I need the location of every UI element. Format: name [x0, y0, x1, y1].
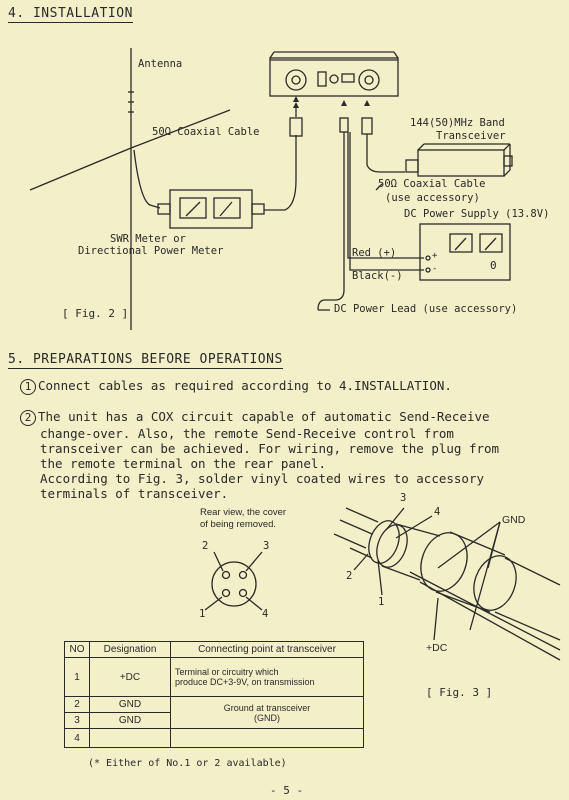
table-note: (* Either of No.1 or 2 available) — [88, 758, 287, 769]
rear-pin-2: 2 — [202, 540, 209, 552]
fig2-psu-display: 0 — [490, 259, 497, 272]
fig2-coax-label: 50Ω Coaxial Cable — [152, 126, 260, 138]
rear-view-label-1: Rear view, the cover — [200, 507, 287, 518]
table-row — [65, 729, 364, 748]
table-cell-point — [171, 697, 364, 729]
fig2-swr-label: SWR Meter or — [110, 233, 186, 245]
table-cell-no: 4 — [65, 729, 90, 748]
fig2-psu-plus: + — [432, 251, 438, 261]
rear-pin-3: 3 — [263, 540, 270, 552]
table-row — [65, 658, 364, 697]
item-2-line: terminals of transceiver. — [40, 485, 229, 501]
item-2 — [20, 409, 499, 501]
fig2-black-label: Black(-) — [352, 270, 403, 282]
table-cell-point-line: Ground at transceiver — [223, 702, 311, 713]
table-header-row — [65, 642, 364, 658]
fig3-pin-2: 2 — [346, 570, 353, 582]
table-cell-point — [171, 658, 364, 697]
item-2-number: 2 — [20, 410, 36, 426]
table-cell-point-line: Terminal or circuitry which — [175, 667, 279, 677]
table-cell-no: 1 — [65, 658, 90, 697]
item-2-line: The unit has a COX circuit capable of automatic Send-Receive — [38, 409, 490, 424]
rear-pin-1: 1 — [199, 608, 206, 620]
table-cell-point — [171, 729, 364, 748]
item-2-line: According to Fig. 3, solder vinyl coated wires to accessory — [40, 470, 485, 486]
page-number: - 5 - — [270, 784, 304, 797]
fig2-transceiver-label-1: 144(50)MHz Band — [410, 117, 505, 129]
table-cell-point-line: produce DC+3-9V, on transmission — [175, 677, 315, 687]
fig3-dc-label: +DC — [426, 642, 448, 654]
table-header: Designation — [90, 642, 171, 658]
item-2-line: the remote terminal on the rear panel. — [40, 455, 326, 471]
rear-view-label-2: of being removed. — [200, 519, 277, 530]
fig2-caption: [ Fig. 2 ] — [62, 307, 129, 320]
table-row — [65, 697, 364, 713]
fig2-transceiver-label-2: Transceiver — [436, 130, 506, 142]
rear-pin-4: 4 — [262, 608, 269, 620]
fig2-coax-accessory-label-1: 50Ω Coaxial Cable — [378, 178, 486, 190]
item-1-text: Connect cables as required according to 4.INSTALLATION. — [38, 378, 452, 393]
table-header: Connecting point at transceiver — [171, 642, 364, 658]
item-2-line: transceiver can be achieved. For wiring, remove the plug from — [40, 440, 500, 456]
fig2-directional-label: Directional Power Meter — [78, 245, 224, 257]
fig2-dc-lead-label: DC Power Lead (use accessory) — [334, 303, 518, 315]
table-cell-designation: GND — [90, 697, 171, 713]
item-1 — [20, 378, 452, 395]
section-4-title: 4. INSTALLATION — [8, 6, 133, 21]
section-5-title: 5. PREPARATIONS BEFORE OPERATIONS — [8, 352, 283, 367]
table-cell-no: 3 — [65, 713, 90, 729]
fig3-pin-4: 4 — [434, 506, 441, 518]
fig2-coax-accessory-label-2: (use accessory) — [385, 192, 480, 204]
item-2-line: change-over. Also, the remote Send-Receive control from — [40, 425, 454, 441]
pin-table — [64, 641, 364, 748]
table-cell-point-line: (GND) — [254, 712, 280, 723]
fig2-psu-minus: - — [432, 264, 438, 274]
table-header: NO — [65, 642, 90, 658]
fig3-pin-3: 3 — [400, 492, 407, 504]
table-cell-no: 2 — [65, 697, 90, 713]
fig2-antenna-label: Antenna — [138, 58, 183, 70]
table-cell-designation: GND — [90, 713, 171, 729]
fig3-gnd-label: GND — [502, 514, 526, 526]
fig3-pin-1: 1 — [378, 596, 385, 608]
table-cell-designation — [90, 729, 171, 748]
table-cell-designation: +DC — [90, 658, 171, 697]
item-1-number: 1 — [20, 379, 36, 395]
fig2-diagram — [0, 0, 569, 340]
fig3-caption: [ Fig. 3 ] — [426, 686, 493, 699]
fig2-red-label: Red (+) — [352, 247, 397, 259]
fig2-psu-label: DC Power Supply (13.8V) — [404, 208, 550, 220]
